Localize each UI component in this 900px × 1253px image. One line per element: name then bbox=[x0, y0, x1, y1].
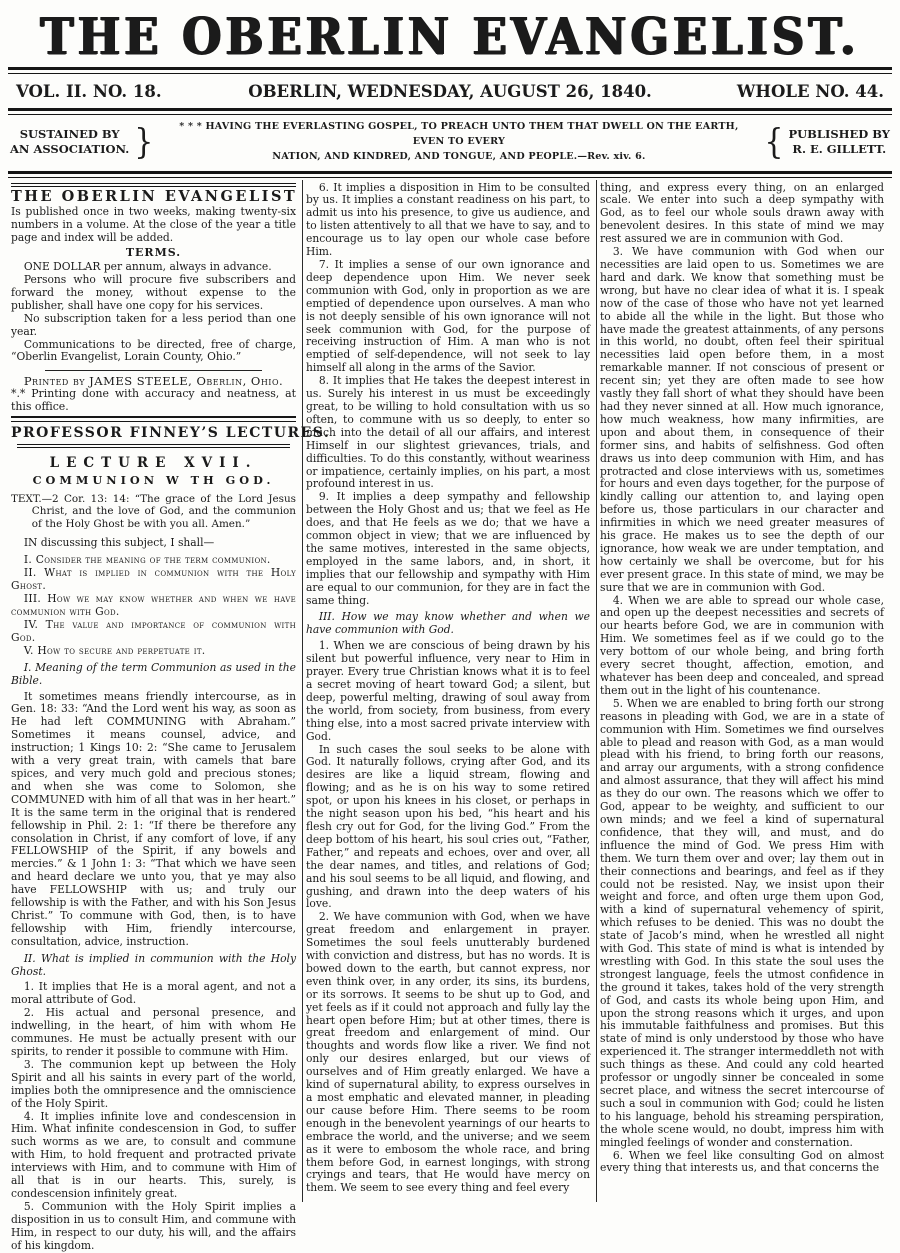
section-rule bbox=[17, 444, 290, 448]
series-heading: PROFESSOR FINNEY’S LECTURES. bbox=[11, 425, 331, 442]
outline-item: III. How we may know whether and when we have communion with God. bbox=[11, 592, 296, 619]
body-paragraph: 4. When we are able to spread our whole case, and open up the deepest necessities and secrets of our hearts before God, we are in communion with Him. We sometimes feel as if we could go to the very bottom of our whole being, and bring forth every secret thought, affection, emotion, and whatever has been deep and concealed, and spread them out in the light of his countenance. bbox=[600, 593, 884, 697]
intro-line: IN discussing this subject, I shall— bbox=[23, 535, 215, 549]
dateline-volume: VOL. II. NO. 18. bbox=[16, 82, 162, 101]
prospectus-paragraph: Is published once in two weeks, making twenty-six numbers in a volume. At the close of the year a title page and index will be added. bbox=[11, 205, 296, 245]
body-paragraph: 1. When we are conscious of being drawn by his silent but powerful influence, very near to Him in prayer. Every true Christian knows what it is to feel a secret moving of heart toward God; a silent, but deep, powerful melting, drawing of soul away from the world, from society, from business, from every thing else, into a most sacred private interview with God. bbox=[306, 639, 590, 743]
dateline-whole-no: WHOLE NO. 44. bbox=[736, 82, 884, 101]
motto-scripture-line1: * * * HAVING THE EVERLASTING GOSPEL, TO PREACH UNTO THEM THAT DWELL ON THE EARTH, EVEN TO EVERY bbox=[179, 121, 739, 147]
section-rule bbox=[11, 416, 296, 422]
terms-paragraph: ONE DOLLAR per annum, always in advance. bbox=[23, 260, 272, 274]
terms-paragraph: Persons who will procure five subscribers and forward the money, without expense to the publisher, shall have one copy for his services. bbox=[11, 273, 296, 312]
body-paragraph: 6. It implies a disposition in Him to be consulted by us. It implies a constant readiness on his part, to admit us into his presence, to give us audience, and to listen attentively to all that we have to say, and to encourage us to lay open our whole case before Him. bbox=[306, 180, 590, 259]
motto-sustained-line1: SUSTAINED BY bbox=[19, 127, 120, 142]
double-rule bbox=[8, 171, 892, 178]
masthead bbox=[8, 4, 892, 65]
subject-head: III. How we may know whether and when we have communion with God. bbox=[306, 610, 590, 637]
body-paragraph: 9. It implies a deep sympathy and fellowship between the Holy Ghost and us; that we feel as He does, and that He feels as we do; that we have a common object in view; that we are influenced by the same motives, interested in the same objects, employed in the same labors, and, in short, it implies that our fellowship and sympathy with Him are equal to our communion, for they are in fact the same thing. bbox=[306, 490, 590, 607]
outline-item: V. How to secure and perpetuate it. bbox=[23, 643, 206, 657]
section-rule bbox=[11, 183, 296, 187]
outline-item: II. What is implied in communion with the Holy Ghost. bbox=[11, 566, 296, 593]
lecture-title: COMMUNION W TH GOD. bbox=[32, 472, 275, 487]
motto-published bbox=[788, 127, 890, 157]
dateline-place-date: OBERLIN, WEDNESDAY, AUGUST 26, 1840. bbox=[248, 82, 652, 101]
printer-line: Printed by JAMES STEELE, Oberlin, Ohio. bbox=[23, 374, 284, 389]
terms-paragraph: Communications to be directed, free of charge, “Oberlin Evangelist, Lorain County, Ohio.” bbox=[11, 337, 296, 364]
subject-head: II. What is implied in communion with the Holy Ghost. bbox=[11, 951, 296, 978]
outline-item: IV. The value and importance of communion with God. bbox=[11, 618, 296, 644]
terms-paragraph: No subscription taken for a less period than one year. bbox=[11, 311, 296, 338]
brace-glyph: } bbox=[134, 122, 154, 163]
body-paragraph: 3. The communion kept up between the Holy Spirit and all his saints in every part of the world, implies both the omnipresence and the omniscience of the Holy Spirit. bbox=[11, 1057, 296, 1110]
body-paragraph: 5. When we are enabled to bring forth our strong reasons in pleading with God, we are in a state of communion with Him. Sometimes we find ourselves able to plead and reason with God, as a man would plead with his friend, to bring forth our reasons, and array our arguments, with a strong confidence and almost assurance, that they will affect his mind as they do our own. The reasons which we offer to God, appear to be weighty, and sufficient to our own minds; and we feel a kind of supernatural confidence, that they will, and must, and do influence the mind of God. We press Him with them. We turn them over and over; lay them out in their connections and bearings, and feel as if they could not be resisted. Nay, we insist upon their weight and force, and often urge them upon God, with a kind of supernatural vehemency of spirit, which refuses to be denied. This was no doubt the state of Jacob’s mind, when he wrestled all night with God. This state of mind is what is intended by wrestling with God. In this state the soul uses the strongest language, feels the utmost confidence in the ground it takes, takes hold of the very strength of God, and casts its whole being upon Him, and upon the strong reasons which it urges, and upon his immutable faithfulness and promises. But this state of mind is only understood by those who have experienced it. The stranger intermeddleth not with such things as these. And could any cold hearted professor or ungodly sinner be concealed in some secret place, and witness the secret intercourse of such a soul in communion with God; could he listen to his language, behold his streaming perspiration, the whole scene would, no doubt, impress him with mingled feelings of wonder and consternation. bbox=[600, 696, 884, 1149]
masthead-title: THE OBERLIN EVANGELIST. bbox=[40, 6, 860, 67]
subject-head: I. Meaning of the term Communion as used in the Bible. bbox=[11, 660, 296, 687]
brace-glyph: { bbox=[764, 122, 784, 163]
double-rule bbox=[8, 67, 892, 74]
column-3 bbox=[596, 180, 890, 1202]
motto-scripture-line2: NATION, AND KINDRED, AND TONGUE, AND PEOPLE.—Rev. xiv. 6. bbox=[272, 150, 646, 162]
dateline bbox=[8, 76, 892, 106]
body-paragraph: 8. It implies that He takes the deepest interest in us. Surely his interest in us must be exceedingly great, to be willing to hold consultation with us so often, to commune with us so deeply, to enter so much into the detail of all our affairs, and interest Himself in our slightest grievances, trials, and difficulties. To do this constantly, without weariness or impatience, certainly implies, on his part, a most profound interest in us. bbox=[306, 374, 590, 491]
column-2 bbox=[302, 180, 596, 1202]
body-paragraph: 4. It implies infinite love and condescension in Him. What infinite condescension in God, to suffer such worms as we are, to consult and commune with Him, to hold frequent and protracted private interviews with Him, and to commune with Him of all that is in our hearts. This, surely, is condescension infinitely great. bbox=[11, 1109, 296, 1200]
column-1 bbox=[8, 180, 331, 1252]
scripture-text: TEXT.—2 Cor. 13: 14: “The grace of the Lord Jesus Christ, and the love of God, and the communion of the Holy Ghost be with you all. Amen.” bbox=[11, 492, 296, 530]
body-paragraph: 6. When we feel like consulting God on almost every thing that interests us, and that concerns the bbox=[600, 1148, 884, 1175]
double-rule bbox=[8, 108, 892, 115]
prospectus-title: THE OBERLIN EVANGELIST bbox=[11, 187, 298, 205]
lecture-number: LECTURE XVII. bbox=[49, 454, 258, 471]
body-paragraph: It sometimes means friendly intercourse, as in Gen. 18: 33: “And the Lord went his way, as soon as He had left COMMUNING with Abraham.” Sometimes it means counsel, advice, and instruction; 1 Kings 10: 2: “She came to Jerusalem with a very great train, with camels that bare spices, and very much gold and precious stones; and when she was come to Solomon, she COMMUNED with him of all that was in her heart.” It is the same term in the original that is rendered fellowship in Phil. 2: 1: “If there be therefore any consolation in Christ, if any comfort of love, if any FELLOWSHIP of the Spirit, if any bowels and mercies.” & 1 John 1: 3: “That which we have seen and heard declare we unto you, that ye may also have FELLOWSHIP with us; and truly our fellowship is with the Father, and with his Son Jesus Christ.” To commune with God, then, is to have fellowship with Him, friendly intercourse, consultation, advice, instruction. bbox=[11, 689, 296, 948]
body-paragraph: thing, and express every thing, on an enlarged scale. We enter into such a deep sympathy with God, as to feel our whole souls drawn away with benevolent desires. In this state of mind we may rest assured we are in communion with God. bbox=[600, 180, 884, 246]
body-paragraph: 5. Communion with the Holy Spirit implies a disposition in us to consult Him, and commune with Him, in respect to our duty, his will, and the affairs of his kingdom. bbox=[11, 1199, 296, 1252]
motto-scripture bbox=[158, 120, 759, 165]
motto-sustained-line2: AN ASSOCIATION. bbox=[10, 142, 130, 157]
divider-rule bbox=[45, 370, 262, 371]
motto-row bbox=[8, 117, 892, 169]
body-paragraph: 7. It implies a sense of our own ignorance and deep dependence upon Him. We never seek communion with God, only in proportion as we are emptied of dependence upon ourselves. A man who is not deeply sensible of his own ignorance will not seek communion with God, for the purpose of receiving instruction of Him. A man who is not emptied of self-dependence, will not seek to lay himself all along in the arms of the Savior. bbox=[306, 258, 590, 375]
body-paragraph: 2. We have communion with God, when we have great freedom and enlargement in prayer. Sometimes the soul feels unutterably burdened with conviction and distress, but has no words. It is bowed down to the earth, but cannot express, nor even think over, in any order, its sins, its burdens, or its sorrows. It seems to be shut up to God, and yet feels as if it could not approach and fully lay the heart open before Him; but at other times, there is great freedom and enlargement of mind. Our thoughts and words flow like a river. We find not only our desires enlarged, but our views of ourselves and of Him greatly enlarged. We have a kind of supernatural ability, to express ourselves in a most emphatic and elevated manner, in pleading our cause before Him. There seems to be room enough in the benevolent yearnings of our hearts to embrace the world, and the universe; and we seem as it were to embosom the whole race, and bring them before God, in earnest longings, with strong cryings and tears, that He would have mercy on them. We seem to see every thing and feel every bbox=[306, 910, 590, 1195]
body-paragraph: 2. His actual and personal presence, and indwelling, in the heart, of him with whom He communes. He must be actually present with our spirits, to render it possible to commune with Him. bbox=[11, 1006, 296, 1059]
body-paragraph: In such cases the soul seeks to be alone with God. It naturally follows, crying after God, and its desires are like a liquid stream, flowing and flowing; and as he is on his way to some retired spot, or upon his knees in his closet, or perhaps in the night season upon his bed, “his heart and his flesh cry out for God, for the living God.” From the deep bottom of his heart, his soul cries out, “Father, Father,” and repeats and echoes, over and over, all the dear names, and titles, and relations of God; and his soul seems to be all liquid, and flowing, and gushing, and drawn into the deep waters of his love. bbox=[306, 742, 590, 911]
outline-item: I. Consider the meaning of the term communion. bbox=[23, 553, 271, 567]
motto-published-line2: R. E. GILLETT. bbox=[792, 142, 887, 157]
motto-published-line1: PUBLISHED BY bbox=[788, 127, 890, 142]
motto-sustained bbox=[10, 127, 129, 157]
terms-heading: TERMS. bbox=[125, 246, 182, 260]
body-paragraph: 1. It implies that He is a moral agent, and not a moral attribute of God. bbox=[11, 980, 296, 1007]
body-paragraph: 3. We have communion with God when our necessities are laid open to us. Sometimes we are hard and dark. We know that something must be wrong, but have no clear idea of what it is. I speak now of the case of those who have not yet learned to abide all the while in the light. But those who have made the greatest attainments, of any persons in this world, no doubt, often feel their spiritual necessities laid open before them, in a most remarkable manner. If not conscious of present or recent sin; yet they are often made to see how vastly they fall short of what they should have been had they never sinned at all. How much ignorance, how much weakness, how many infirmities, are upon and about them, in consequence of their former sins, and habits of selfishness. God often draws us into deep communion with Him, and has protracted and close interviews with us, sometimes for hours and even days together, for the purpose of kindly calling our attention to, and laying open before us, those particulars in our character and infirmities in which we need greater measures of his grace. He makes us to see the depth of our ignorance, how weak we are under temptation, and how certainly we shall be overcome, but for his ever present grace. In this state of mind, we may be sure that we are in communion with God. bbox=[600, 245, 884, 594]
printer-note: *.* Printing done with accuracy and neatness, at this office. bbox=[11, 387, 296, 414]
article-columns bbox=[8, 180, 892, 1252]
